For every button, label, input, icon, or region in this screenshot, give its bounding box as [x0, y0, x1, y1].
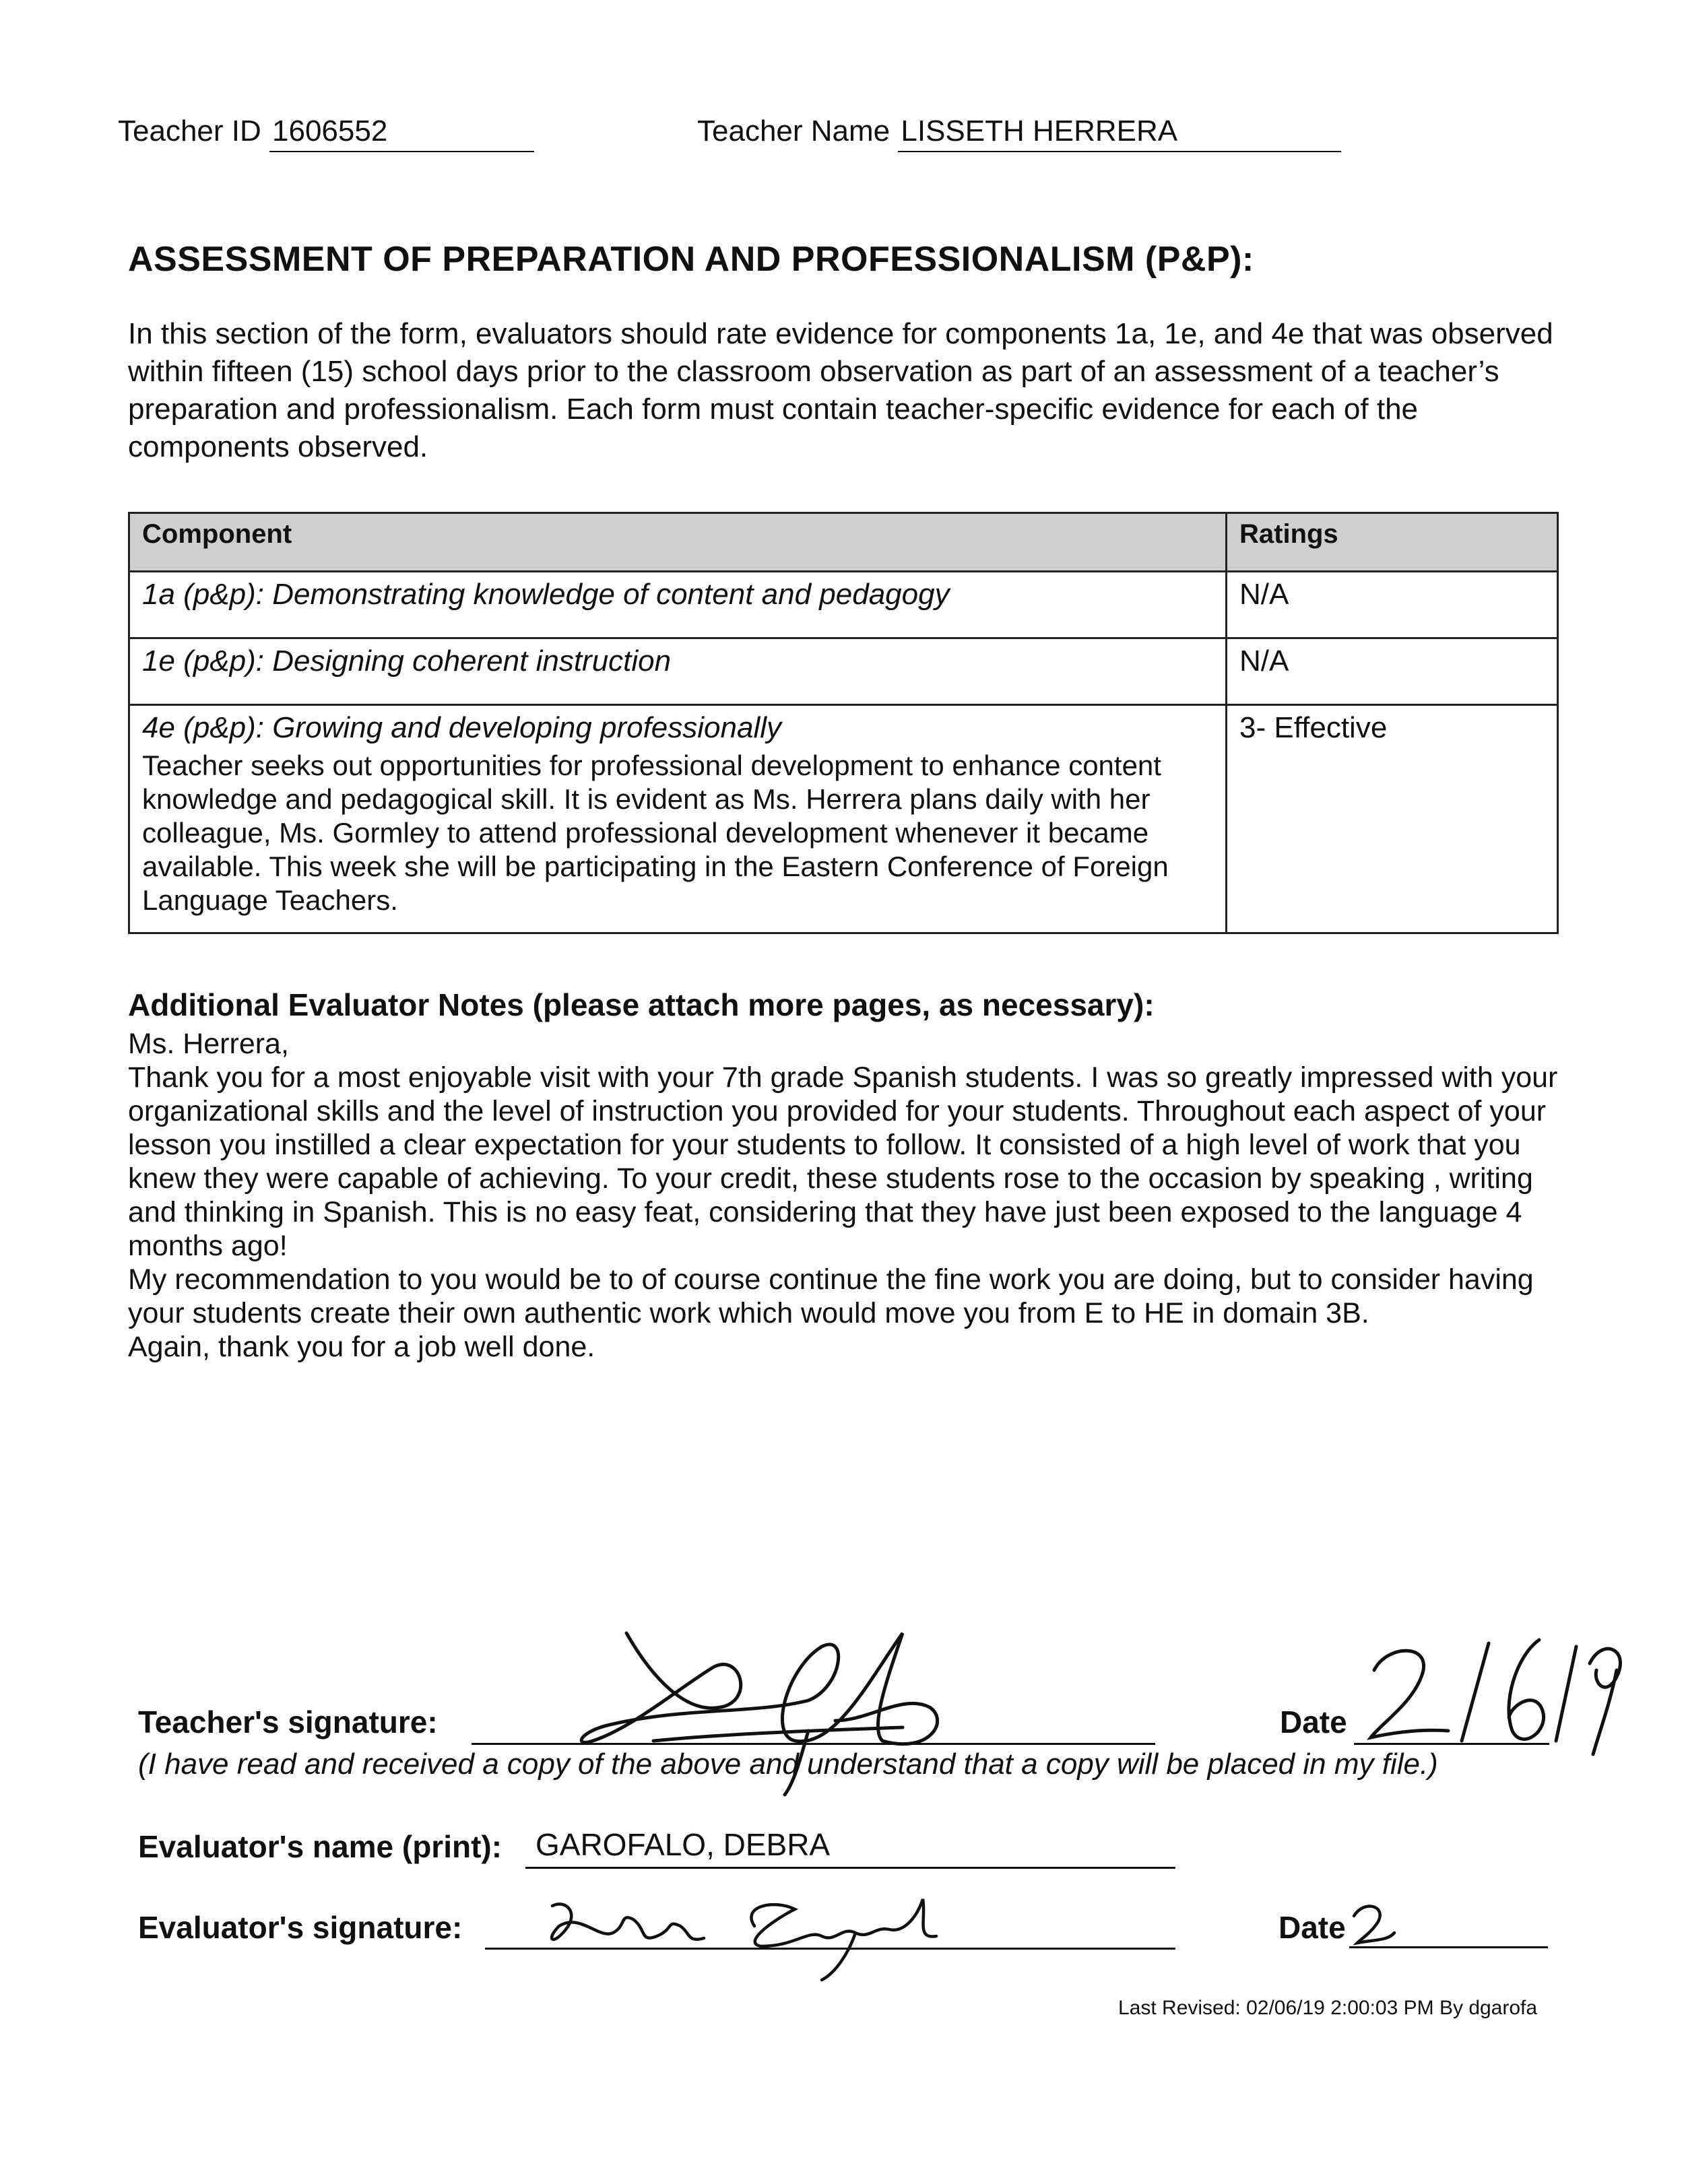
- teacher-name-value: LISSETH HERRERA: [898, 114, 1341, 152]
- evaluator-date-label: Date: [1278, 1910, 1346, 1945]
- teacher-signature-label: Teacher's signature:: [138, 1705, 438, 1740]
- rating-cell: N/A: [1227, 572, 1558, 638]
- notes-paragraph: Again, thank you for a job well done.: [128, 1331, 595, 1363]
- last-revised-stamp: Last Revised: 02/06/19 2:00:03 PM By dgarofa: [1118, 1997, 1538, 2019]
- teacher-id-field: [118, 114, 534, 152]
- component-cell: [129, 705, 1227, 933]
- table-row: [129, 572, 1558, 638]
- component-evidence: Teacher seeks out opportunities for professional development to enhance content knowledge and pedagogical skill. It is evident as Ms. Herrera plans daily with her colleague, Ms. Gormley to attend professional development whenever it became available. This week she will be participating in the Eastern Conference of Foreign Language Teachers.: [142, 750, 1169, 916]
- component-name: 4e (p&p): Growing and developing professionally: [142, 711, 782, 744]
- component-name: 1a (p&p): Demonstrating knowledge of content and pedagogy: [142, 578, 950, 611]
- evaluator-date-handwriting: [1347, 1892, 1522, 1960]
- notes-paragraph: My recommendation to you would be to of course continue the fine work you are doing, but to consider having your students create their own authentic work which would move you from E to HE in domain 3B.: [128, 1263, 1534, 1329]
- evaluator-signature-scribble: [539, 1879, 957, 1987]
- ratings-column-header: Ratings: [1227, 513, 1558, 572]
- evaluator-notes-heading: Additional Evaluator Notes (please attach more pages, as necessary):: [128, 987, 1155, 1022]
- evaluator-notes-body: [128, 1027, 1569, 1364]
- teacher-date-handwriting: [1361, 1623, 1623, 1758]
- rating-cell: N/A: [1227, 638, 1558, 705]
- evaluator-name-value: GAROFALO, DEBRA: [536, 1827, 831, 1862]
- notes-paragraph: Ms. Herrera,: [128, 1028, 289, 1060]
- table-row: [129, 638, 1558, 705]
- table-header-row: [129, 513, 1558, 572]
- teacher-id-label: Teacher ID: [118, 114, 261, 147]
- components-ratings-table: [128, 512, 1559, 934]
- acknowledgement-statement: (I have read and received a copy of the above and understand that a copy will be placed in my file.): [138, 1748, 1438, 1781]
- evaluator-name-line: [525, 1867, 1175, 1869]
- evaluator-signature-label: Evaluator's signature:: [138, 1910, 463, 1945]
- table-row: [129, 705, 1558, 933]
- component-cell: [129, 638, 1227, 705]
- teacher-name-field: [697, 114, 1341, 152]
- teacher-date-label: Date: [1280, 1705, 1347, 1740]
- form-instructions: In this section of the form, evaluators should rate evidence for components 1a, 1e, and 4e that was observed within fifteen (15) school days prior to the classroom observation as part of an assessment of a teacher’s preparation and professionalism. Each form must contain teacher-specific evidence for each of the components observed.: [128, 317, 1553, 463]
- component-cell: [129, 572, 1227, 638]
- notes-paragraph: Thank you for a most enjoyable visit with your 7th grade Spanish students. I was so greatly impressed with your organizational skills and the level of instruction you provided for your students. Throughout each aspect of your lesson you instilled a clear expectation for your students to follow. It consisted of a high level of work that you knew they were capable of achieving. To your credit, these students rose to the occasion by speaking , writing and thinking in Spanish. This is no easy feat, considering that they have just been exposed to the language 4 months ago!: [128, 1061, 1558, 1262]
- component-name: 1e (p&p): Designing coherent instruction: [142, 644, 672, 677]
- evaluator-name-label: Evaluator's name (print):: [138, 1829, 503, 1864]
- teacher-name-label: Teacher Name: [697, 114, 890, 147]
- rating-cell: 3- Effective: [1227, 705, 1558, 933]
- component-column-header: Component: [129, 513, 1227, 572]
- teacher-id-value: 1606552: [269, 114, 534, 152]
- form-title: ASSESSMENT OF PREPARATION AND PROFESSIONALISM (P&P):: [128, 240, 1254, 279]
